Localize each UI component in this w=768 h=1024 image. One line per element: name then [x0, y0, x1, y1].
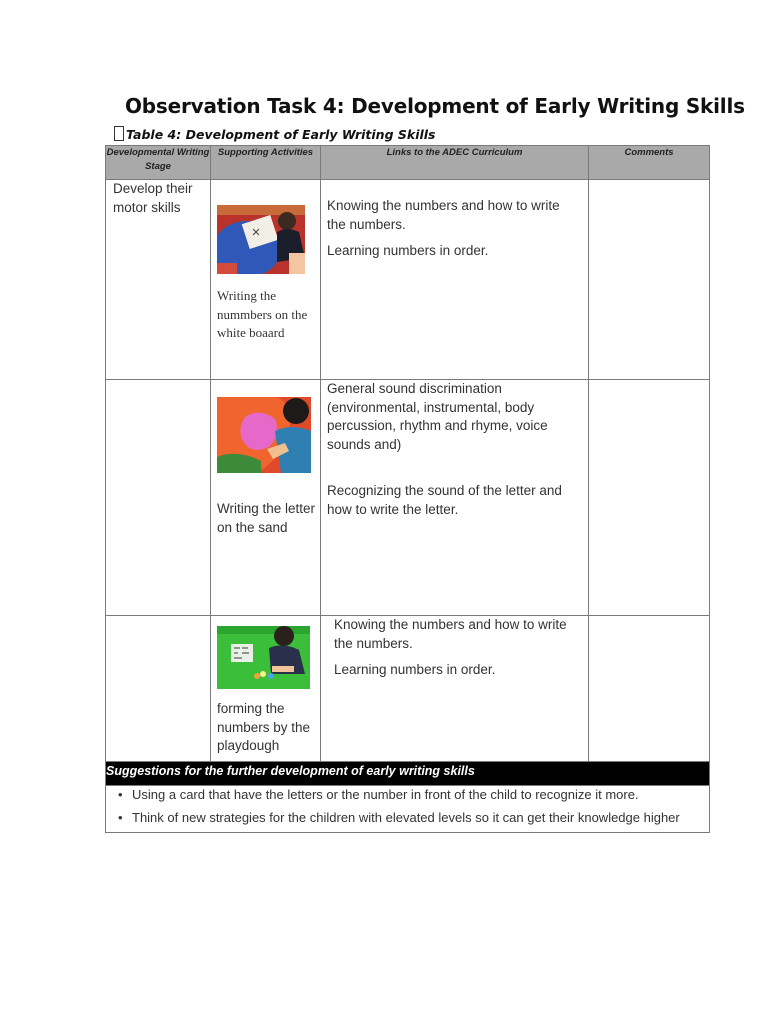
stage-cell [106, 616, 211, 762]
suggestions-heading: Suggestions for the further development of early writing skills [106, 762, 710, 786]
links-cell [321, 380, 589, 616]
activity-text: forming the numbers by the playdough [217, 701, 311, 753]
activity-cell [211, 616, 321, 762]
links-text-2: Learning numbers in order. [334, 662, 496, 677]
activity-text: Writing the nummbers on the white boaard [217, 288, 308, 340]
table-caption-text: Table 4: Development of Early Writing Skills [126, 127, 436, 142]
table-caption [114, 126, 436, 142]
links-text-1: Knowing the numbers and how to write the numbers. [327, 198, 560, 232]
table-header-row [106, 146, 710, 180]
suggestions-cell [106, 786, 710, 833]
table-row [106, 616, 710, 762]
suggestions-body-row [106, 786, 710, 833]
activity-cell [211, 380, 321, 616]
suggestion-item: • Think of new strategies for the children with elevated levels so it can get their knowledge higher [120, 809, 709, 826]
page-title: Observation Task 4: Development of Early Writing Skills [125, 94, 745, 118]
placeholder-box-icon [114, 126, 124, 141]
activity-cell [211, 180, 321, 380]
header-links: Links to the ADEC Curriculum [321, 146, 589, 180]
links-text-1: Knowing the numbers and how to write the numbers. [334, 617, 567, 651]
links-cell [321, 180, 589, 380]
playdough-photo [217, 626, 310, 689]
links-text-1: General sound discrimination (environmental, instrumental, body percussion, rhythm and rhyme, voice sounds and) [327, 381, 548, 452]
links-text-2: Recognizing the sound of the letter and how to write the letter. [327, 483, 562, 517]
observation-table [105, 145, 710, 833]
stage-cell [106, 180, 211, 380]
header-comments: Comments [589, 146, 710, 180]
suggestions-header-row [106, 762, 710, 786]
links-cell [321, 616, 589, 762]
activity-text: Writing the letter on the sand [217, 501, 316, 535]
table-row [106, 380, 710, 616]
sand-tray-photo [217, 397, 311, 473]
whiteboard-photo [217, 205, 305, 274]
header-stage: Developmental Writing Stage [106, 146, 211, 180]
comments-cell [589, 616, 710, 762]
comments-cell [589, 180, 710, 380]
stage-text: Develop their motor skills [113, 181, 193, 215]
comments-cell [589, 380, 710, 616]
table-row [106, 180, 710, 380]
suggestions-list [106, 786, 709, 826]
stage-cell [106, 380, 211, 616]
links-text-2: Learning numbers in order. [327, 243, 489, 258]
header-activities: Supporting Activities [211, 146, 321, 180]
suggestion-item: • Using a card that have the letters or the number in front of the child to recognize it more. [120, 786, 709, 803]
